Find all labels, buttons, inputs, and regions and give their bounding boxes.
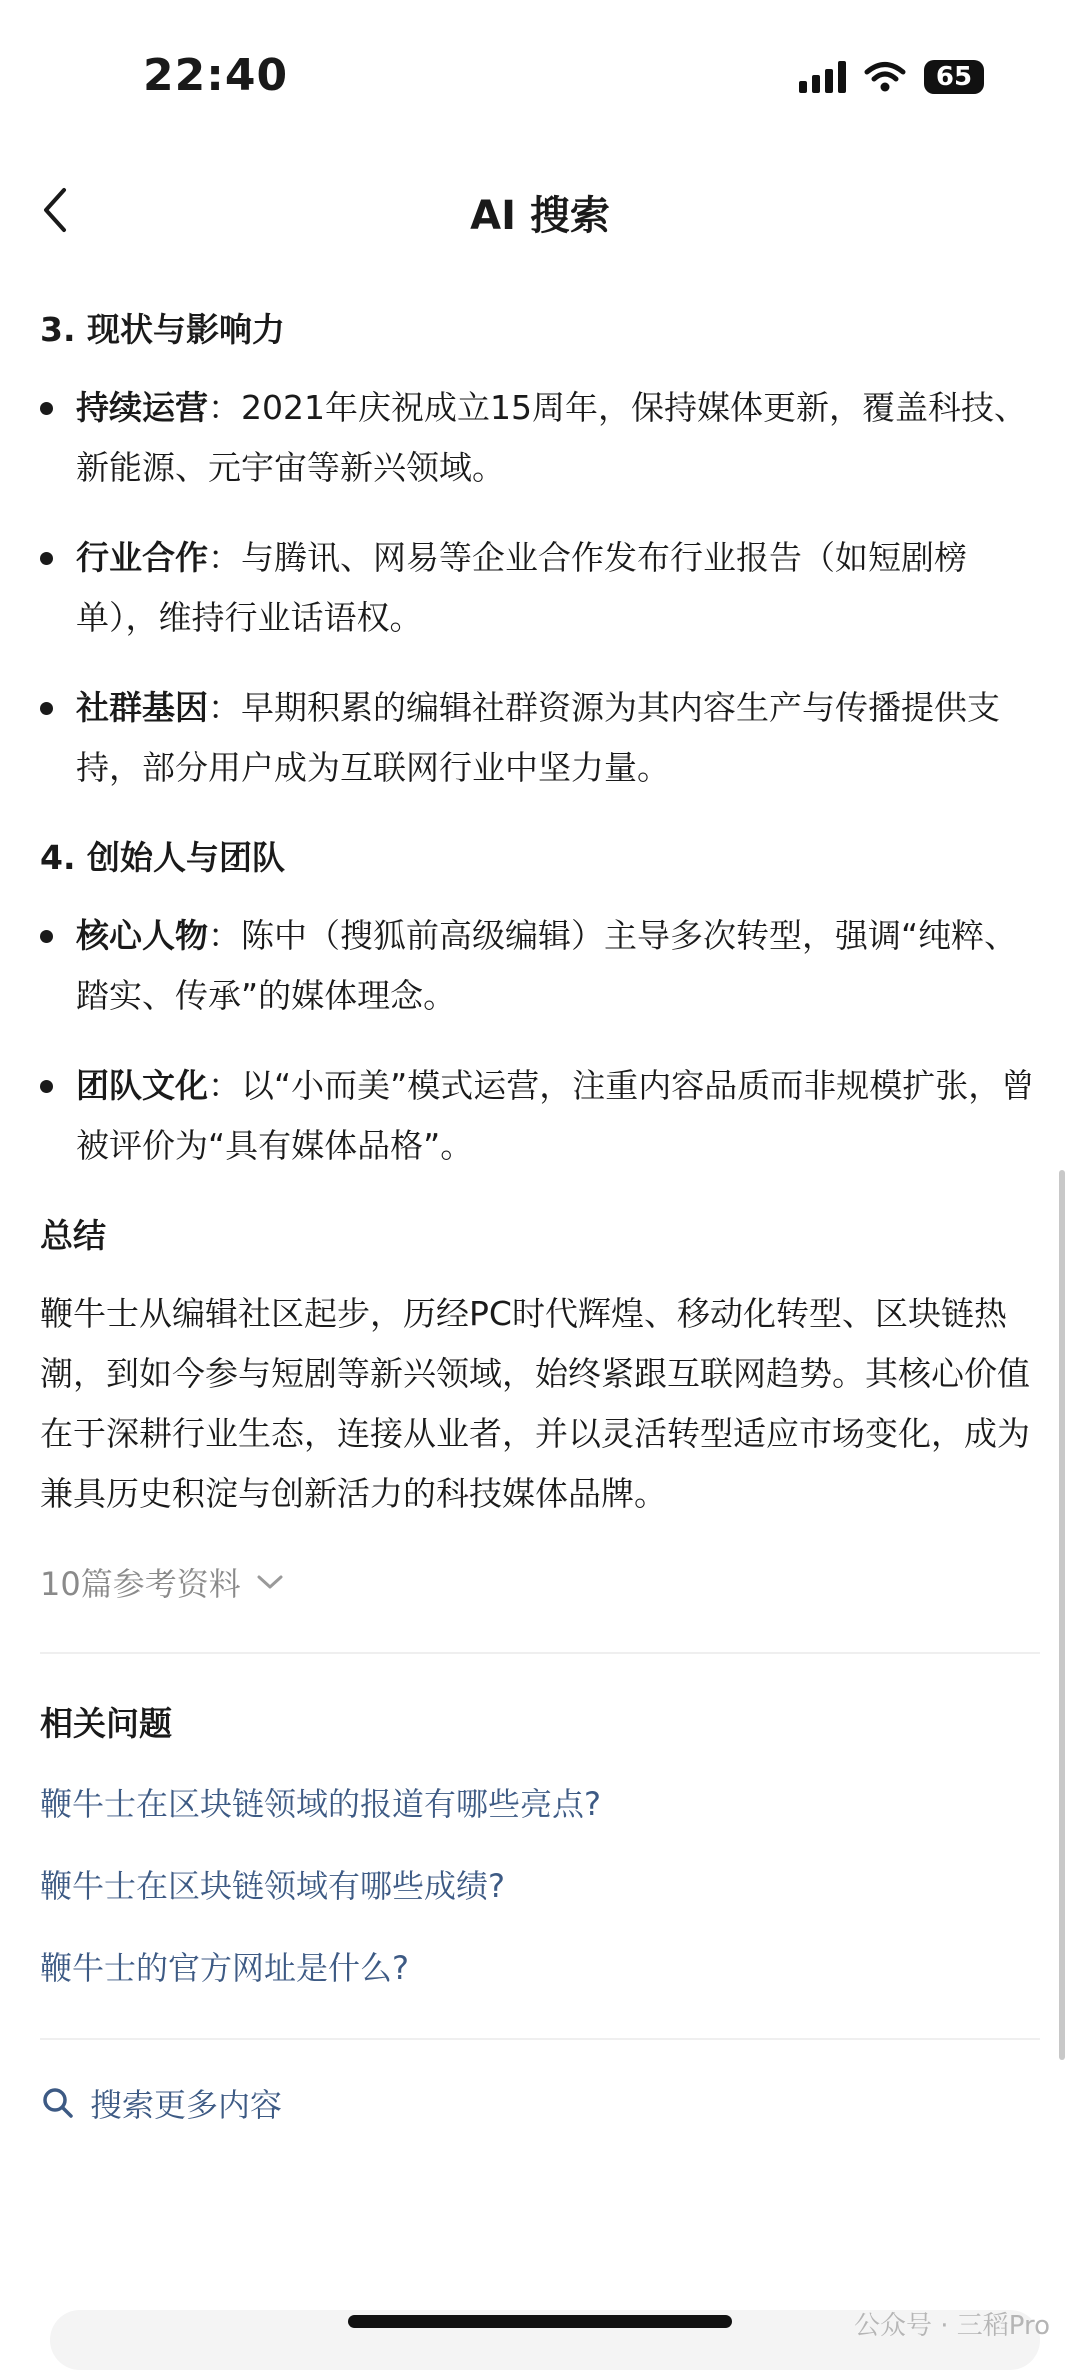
related-question[interactable]: 鞭牛士在区块链领域的报道有哪些亮点?: [40, 1785, 601, 1823]
list-item: [40, 906, 1040, 1026]
item-label: 团队文化: [76, 1066, 208, 1105]
home-indicator: [348, 2315, 732, 2328]
list-item: [40, 378, 1040, 498]
related-heading: 相关问题: [40, 1704, 172, 1743]
item-label: 社群基因: [76, 688, 208, 727]
divider: [40, 1652, 1040, 1654]
list-item: [40, 678, 1040, 798]
status-time: 22:40: [143, 50, 289, 101]
battery-indicator: 65: [924, 60, 984, 94]
references-label: 10篇参考资料: [40, 1565, 241, 1603]
references-toggle[interactable]: [40, 1552, 1040, 1612]
item-text: ：以“小而美”模式运营，注重内容品质而非规模扩张，曾被评价为“具有媒体品格”。: [76, 1066, 1035, 1165]
answer-content: [40, 300, 1040, 2126]
nav-bar: [0, 160, 1080, 260]
search-more-label: 搜索更多内容: [90, 2086, 283, 2124]
section-status: [40, 300, 1040, 798]
item-text: ：陈中（搜狐前高级编辑）主导多次转型，强调“纯粹、踏实、传承”的媒体理念。: [76, 916, 1018, 1015]
item-text: ：与腾讯、网易等企业合作发布行业报告（如短剧榜单），维持行业话语权。: [76, 538, 967, 637]
item-text: ：2021年庆祝成立15周年，保持媒体更新，覆盖科技、新能源、元宇宙等新兴领域。: [76, 388, 1027, 487]
summary-text: 鞭牛士从编辑社区起步，历经PC时代辉煌、移动化转型、区块链热潮，到如今参与短剧等新兴领域，始终紧跟互联网趋势。其核心价值在于深耕行业生态，连接从业者，并以灵活转型适应市场变化，成为兼具历史积淀与创新活力的科技媒体品牌。: [40, 1294, 1030, 1513]
item-label: 持续运营: [76, 388, 208, 427]
status-icons: [799, 60, 984, 94]
item-text: ：早期积累的编辑社群资源为其内容生产与传播提供支持，部分用户成为互联网行业中坚力量。: [76, 688, 1000, 787]
section-heading: 4. 创始人与团队: [40, 838, 285, 877]
summary-heading: 总结: [40, 1216, 106, 1255]
section-founders: [40, 828, 1040, 1176]
watermark: 公众号 · 三稻Pro: [853, 2311, 1050, 2341]
scrollbar[interactable]: [1059, 1170, 1065, 2060]
related-question[interactable]: 鞭牛士在区块链领域有哪些成绩?: [40, 1867, 505, 1905]
page-title: AI 搜索: [470, 193, 610, 239]
related-question[interactable]: 鞭牛士的官方网址是什么?: [40, 1949, 409, 1987]
item-label: 行业合作: [76, 538, 208, 577]
search-icon: [40, 2085, 76, 2121]
list-item: [40, 528, 1040, 648]
chevron-down-icon: [255, 1572, 285, 1592]
search-more-button[interactable]: [40, 2080, 1040, 2126]
section-heading: 3. 现状与影响力: [40, 310, 285, 349]
divider: [40, 2038, 1040, 2040]
signal-icon: [799, 61, 846, 93]
list-item: [40, 1056, 1040, 1176]
wifi-icon: [864, 61, 906, 93]
item-label: 核心人物: [76, 916, 208, 955]
status-bar: [0, 0, 1080, 150]
